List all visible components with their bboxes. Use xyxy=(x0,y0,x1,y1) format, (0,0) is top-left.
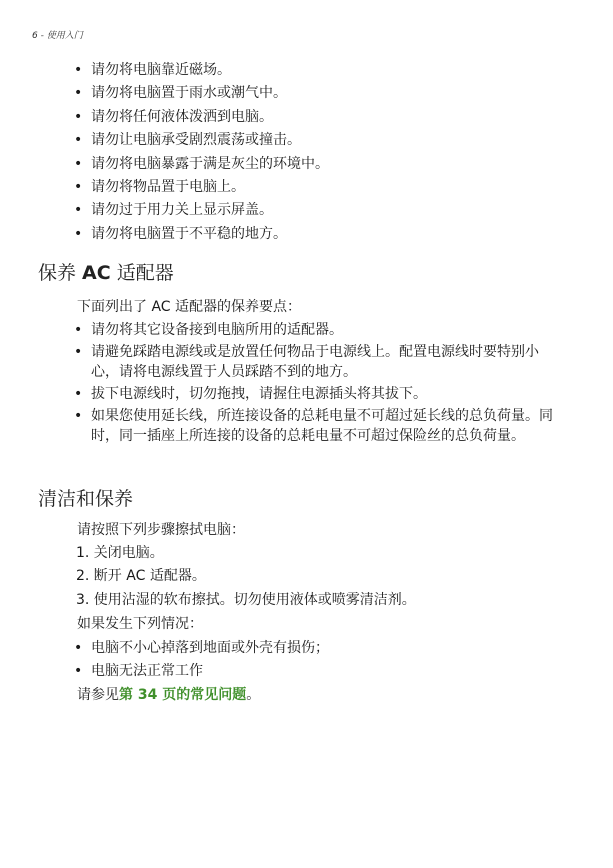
step-item: 2. 断开 AC 适配器。 xyxy=(76,568,206,585)
list-item: • 请勿将物品置于电脑上。 xyxy=(0,177,379,197)
adapter-section-title xyxy=(38,258,174,285)
list-item: • 如果您使用延长线，所连接设备的总耗电量不可超过延长线的总负荷量。同时，同一插座上所连接的设备的总耗电量不可超过保险丝的总负荷量。 xyxy=(0,406,613,446)
page-header: 6 - 使用入门 xyxy=(32,31,83,41)
step-item: 1. 关闭电脑。 xyxy=(76,545,164,561)
list-item: • 请勿将电脑置于雨水或潮气中。 xyxy=(0,83,379,103)
refer-suffix: 。 xyxy=(246,687,261,703)
list-item: • 电脑无法正常工作 xyxy=(0,661,379,681)
cleaning-section-title: 清洁和保养 xyxy=(38,488,134,510)
if-text: 如果发生下列情况： xyxy=(77,616,203,632)
adapter-list xyxy=(0,320,613,448)
list-item: • 拔下电源线时，切勿拖拽，请握住电源插头将其拔下。 xyxy=(0,384,613,404)
list-item: • 请勿将其它设备接到电脑所用的适配器。 xyxy=(0,320,613,340)
list-item: • 请避免踩踏电源线或是放置任何物品于电源线上。配置电源线时要特别小心，请将电源线置于人员踩踏不到的地方。 xyxy=(0,342,613,382)
adapter-intro: 下面列出了 AC 适配器的保养要点： xyxy=(77,299,302,315)
list-item: • 电脑不小心掉落到地面或外壳有损伤； xyxy=(0,638,379,658)
conditions-list xyxy=(0,638,379,685)
refer-line xyxy=(77,685,260,705)
list-item: • 请勿将电脑置于不平稳的地方。 xyxy=(0,224,379,244)
title-suffix: 适配器 xyxy=(110,262,174,284)
cleaning-steps xyxy=(76,543,416,613)
list-item: • 请勿将电脑暴露于满是灰尘的环境中。 xyxy=(0,154,379,174)
title-prefix: 保养 xyxy=(38,262,83,284)
step-item: 3. 使用沾湿的软布擦拭。切勿使用液体或喷雾清洁剂。 xyxy=(76,591,416,608)
title-ac: AC xyxy=(82,262,111,284)
list-item: • 请勿过于用力关上显示屏盖。 xyxy=(0,200,379,220)
cleaning-intro: 请按照下列步骤擦拭电脑： xyxy=(77,522,245,538)
precautions-list xyxy=(0,60,379,247)
list-item: • 请勿将电脑靠近磁场。 xyxy=(0,60,379,80)
list-item: • 请勿让电脑承受剧烈震荡或撞击。 xyxy=(0,130,379,150)
list-item: • 请勿将任何液体泼洒到电脑。 xyxy=(0,107,379,127)
refer-prefix: 请参见 xyxy=(77,687,119,703)
faq-link[interactable]: 第 34 页的常见问题 xyxy=(119,687,247,703)
